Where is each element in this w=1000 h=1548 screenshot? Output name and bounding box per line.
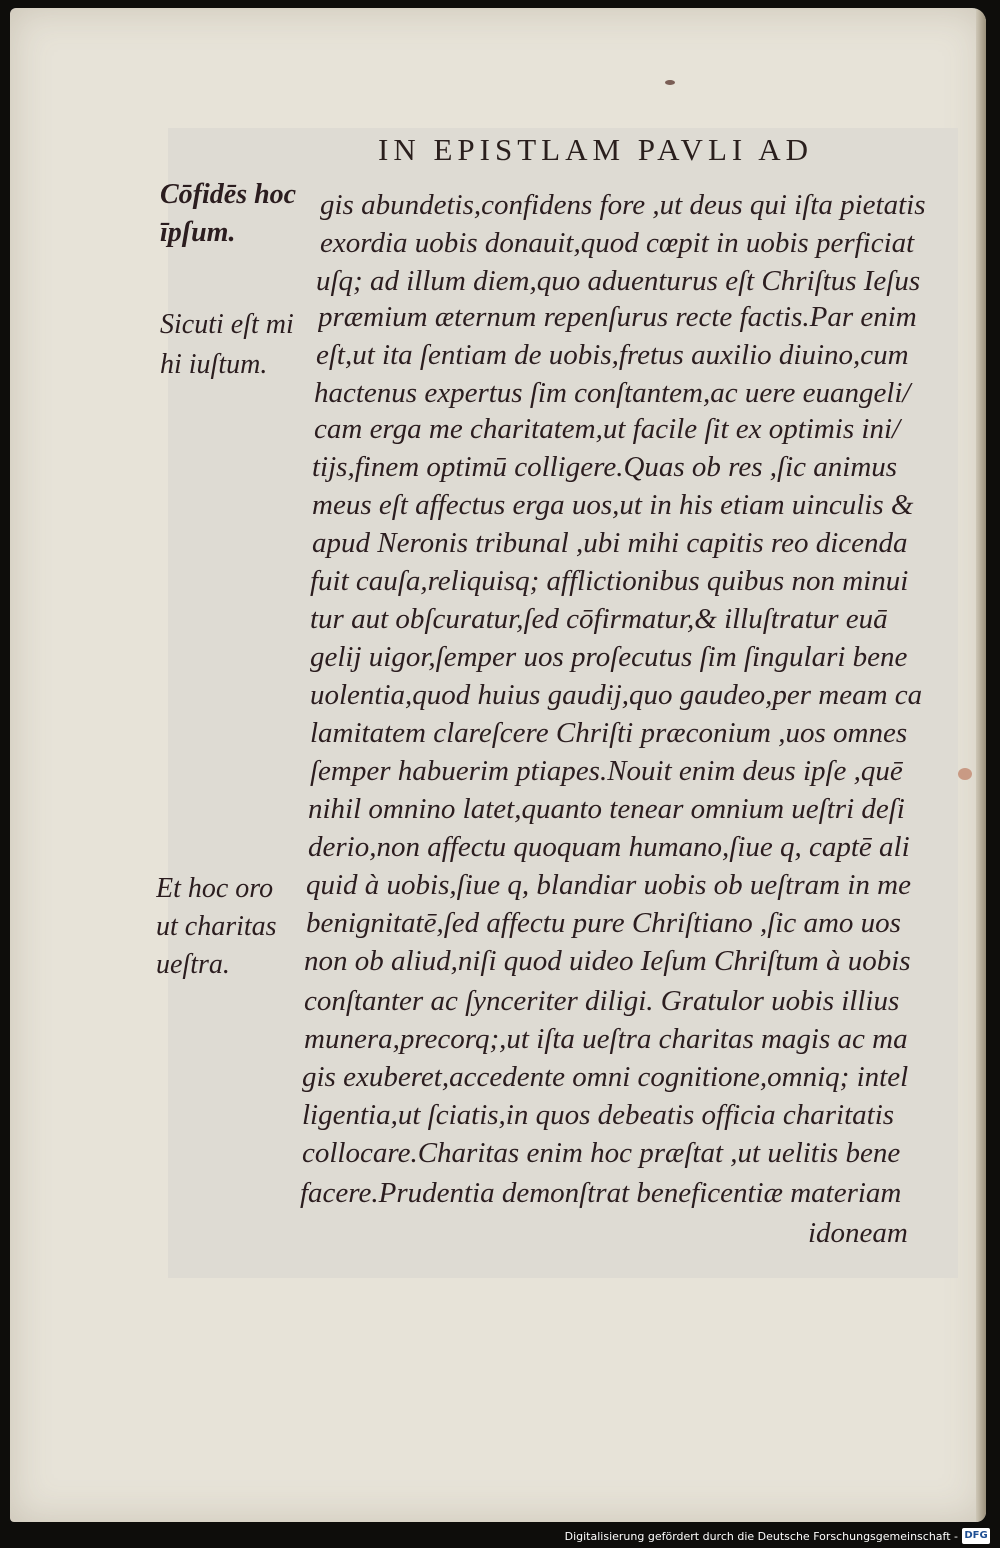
ink-stain xyxy=(665,80,675,85)
text-line: collocare.Charitas enim hoc præſtat ,ut uelitis bene xyxy=(302,1137,901,1169)
text-line: gis abundetis,confidens fore ,ut deus qui iſta pietatis xyxy=(320,189,926,221)
text-line: ſemper habuerim ptiapes.Nouit enim deus ipſe ,quē xyxy=(310,755,903,787)
text-line: lamitatem clareſcere Chriſti præconium ,uos omnes xyxy=(310,717,908,749)
ink-stain xyxy=(958,768,972,780)
text-line: meus eſt affectus erga uos,ut in his etiam uinculis & xyxy=(312,489,914,521)
marginal-note-line: hi iuſtum. xyxy=(160,349,268,380)
text-line: gelij uigor,ſemper uos proſecutus ſim ſingulari bene xyxy=(310,641,908,673)
text-line: tijs,finem optimū colligere.Quas ob res ,ſic animus xyxy=(312,451,898,483)
text-line: nihil omnino latet,quanto tenear omnium ueſtri deſi xyxy=(308,793,905,825)
text-line: apud Neronis tribunal ,ubi mihi capitis reo dicenda xyxy=(312,527,908,559)
text-line: exordia uobis donauit,quod cœpit in uobis perficiat xyxy=(320,227,915,259)
text-line: uſq; ad illum diem,quo aduenturus eſt Chriſtus Ieſus xyxy=(316,265,921,297)
page-edge xyxy=(976,8,986,1522)
text-line: uolentia,quod huius gaudij,quo gaudeo,per meam ca xyxy=(310,679,923,711)
text-line: non ob aliud,niſi quod uideo Ieſum Chriſtum à uobis xyxy=(304,945,911,977)
text-line: conſtanter ac ſynceriter diligi. Gratulor uobis illius xyxy=(304,985,900,1017)
marginal-note-line: ut charitas xyxy=(156,911,277,942)
marginal-note-line: Sicuti eſt mi xyxy=(160,309,294,340)
text-line: munera,precorq;,ut iſta ueſtra charitas magis ac ma xyxy=(304,1023,908,1055)
text-line: eſt,ut ita ſentiam de uobis,fretus auxilio diuino,cum xyxy=(316,339,909,371)
marginal-note-line: Cōfidēs hoc xyxy=(160,179,297,210)
dfg-logo-icon: DFG xyxy=(962,1528,990,1544)
text-line: ligentia,ut ſciatis,in quos debeatis officia charitatis xyxy=(302,1099,895,1131)
text-line: hactenus expertus ſim conſtantem,ac uere euangeli/ xyxy=(314,377,911,409)
text-line: tur aut obſcuratur,ſed cōfirmatur,& illuſtratur euā xyxy=(310,603,888,635)
running-title: IN EPISTLAM PAVLI AD xyxy=(378,132,814,167)
text-line: quid à uobis,ſiue q, blandiar uobis ob ueſtram in me xyxy=(306,869,911,901)
text-line: facere.Prudentia demonſtrat beneficentiæ materiam xyxy=(300,1177,902,1209)
text-line: fuit cauſa,reliquisq; afflictionibus quibus non minui xyxy=(310,565,909,597)
text-line: cam erga me charitatem,ut facile ſit ex optimis ini/ xyxy=(314,413,901,445)
marginal-note-line: ueſtra. xyxy=(156,949,230,980)
text-line: benignitatē,ſed affectu pure Chriſtiano ,ſic amo uos xyxy=(306,907,901,939)
marginal-note-line: īpſum. xyxy=(160,217,236,248)
text-line: gis exuberet,accedente omni cognitione,omniq; intel xyxy=(302,1061,909,1093)
marginal-note-line: Et hoc oro xyxy=(156,873,274,904)
text-line: derio,non affectu quoquam humano,ſiue q, captē ali xyxy=(308,831,910,863)
text-line: præmium æternum repenſurus recte factis.Par enim xyxy=(318,301,917,333)
funding-credit: Digitalisierung gefördert durch die Deutsche Forschungsgemeinschaft - xyxy=(564,1530,958,1543)
catchword: idoneam xyxy=(808,1217,908,1249)
